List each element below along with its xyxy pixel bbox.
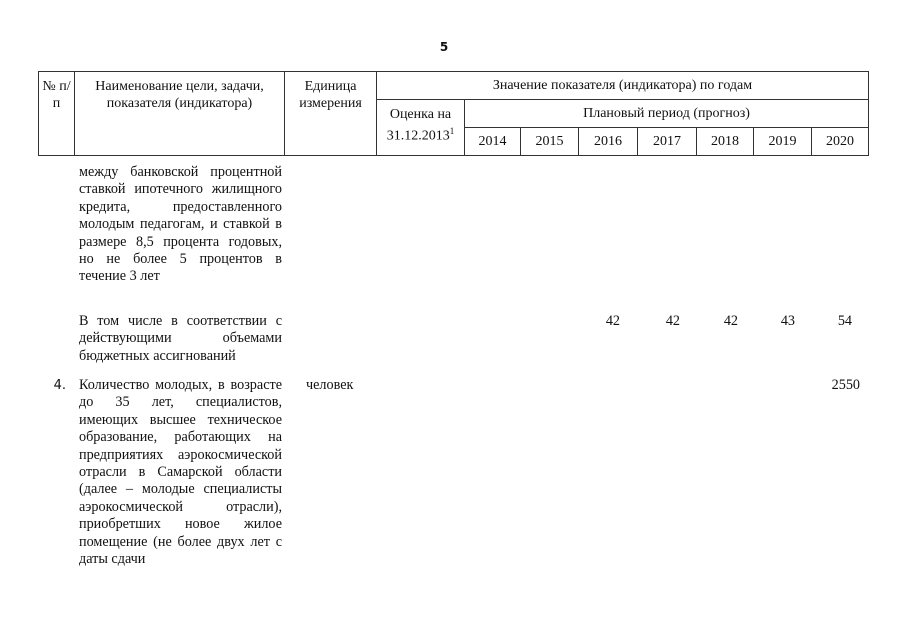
header-col-unit: Единица измерения xyxy=(285,72,377,156)
header-col-name: Наименование цели, задачи, показателя (индикатора) xyxy=(75,72,285,156)
value-2016: 42 xyxy=(605,313,620,329)
page-number: 5 xyxy=(439,40,449,54)
value-2019: 43 xyxy=(780,313,795,329)
value-2018: 42 xyxy=(723,313,738,329)
value-2020: 54 xyxy=(837,313,852,329)
header-year: 2020 xyxy=(812,128,869,156)
header-year: 2018 xyxy=(697,128,754,156)
value-2017: 42 xyxy=(665,313,680,329)
header-year: 2017 xyxy=(638,128,697,156)
header-year: 2014 xyxy=(465,128,521,156)
header-year: 2016 xyxy=(579,128,638,156)
header-table xyxy=(38,71,869,156)
header-col-estimate: Оценка на 31.12.2013$^1$ xyxy=(377,100,465,156)
row-budget-text: В том числе в соответствии с действующими объемами бюджетных ассигнований xyxy=(79,313,282,364)
header-year: 2019 xyxy=(754,128,812,156)
header-year: 2015 xyxy=(521,128,579,156)
row-continuation-text: между банковской процентной ставкой ипотечного жилищного кредита, предоставленного молодым педагогам, и ставкой в размере 8,5 процента годовых, но не более 5 процентов в течение 3 лет xyxy=(79,164,282,285)
header-col-values: Значение показателя (индикатора) по годам xyxy=(377,72,869,100)
header-col-plan: Плановый период (прогноз) xyxy=(465,100,869,128)
row-number: 4. xyxy=(53,378,66,393)
row-unit: человек xyxy=(306,377,354,393)
header-col-number: № п/п xyxy=(39,72,75,156)
row-indicator-text: Количество молодых, в возрасте до 35 лет, специалистов, имеющих высшее техническое образование, работающих на предприятиях аэрокосмической отрасли в Самарской области (далее – молодые специалисты аэрокосмической отрасли), приобретших новое жилое помещение (не более двух лет с даты сдачи xyxy=(79,377,282,568)
value-2020: 2550 xyxy=(831,377,860,393)
